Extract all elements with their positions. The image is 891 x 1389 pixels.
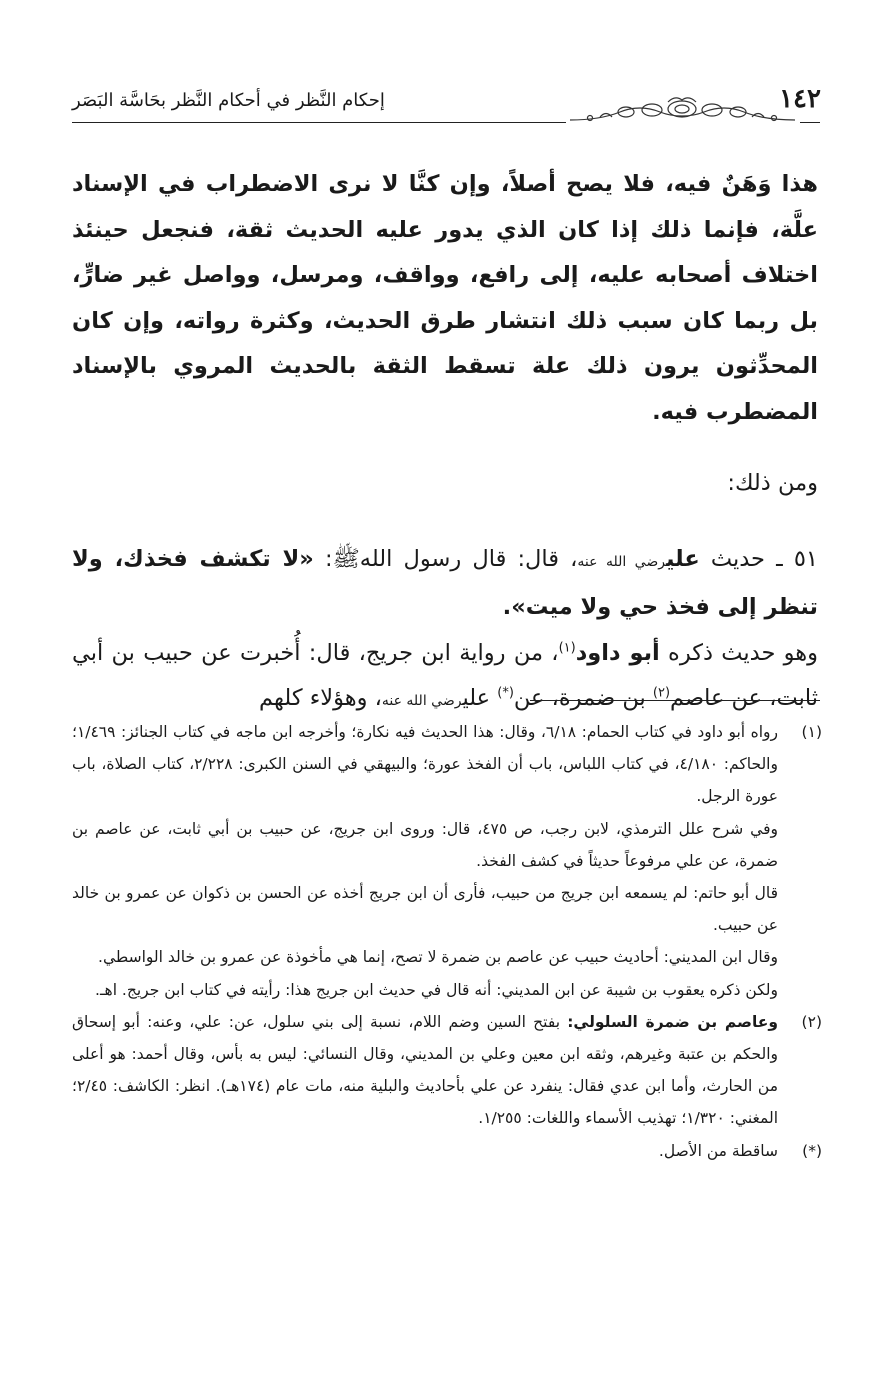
source-part-5: ، وهؤلاء كلهم [259, 685, 382, 711]
floral-ornament-icon [560, 90, 805, 126]
footnote-ref-star[interactable]: (*) [497, 685, 514, 701]
page-number: ١٤٢ [779, 84, 821, 114]
footnote-text: ساقطة من الأصل. [658, 1141, 778, 1160]
source-part-4: علي [462, 685, 498, 711]
footnote-body [72, 716, 778, 1006]
footnote-paragraph: وفي شرح علل الترمذي، لابن رجب، ص ٤٧٥، قال: وروى ابن جريج، عن حبيب بن أبي ثابت، عن عاصم بن ضمرة، عن علي مرفوعاً حديثاً في كشف الفخذ. [72, 819, 778, 870]
hadith-paragraph [72, 537, 818, 631]
source-paragraph [72, 631, 818, 725]
bold-paragraph: هذا وَهَنٌ فيه، فلا يصح أصلاً، وإن كنَّا لا نرى الاضطراب في الإسناد علَّة، فإنما ذلك إذا كان الذي يدور عليه الحديث ثقة، فنجعل حينئذ اختلاف أصحابه عليه، إلى رافع، وواقف، ومرسل، وواصل غير ضارٍّ، بل ربما كان سبب ذلك انتشار طرق الحديث، وكثرة رواته، وإن كان المحدِّثون يرون ذلك علة تسقط الثقة بالحديث المروي بالإسناد المضطرب فيه. [72, 171, 818, 425]
intro-line: ومن ذلك: [727, 470, 818, 496]
salutation-glyph: ﷺ [332, 545, 360, 572]
footnote-1 [72, 716, 822, 1006]
footnote-paragraph [72, 1006, 778, 1135]
footnote-text: بفتح السين وضم اللام، نسبة إلى بني سلول، عن: علي، وعنه: أبو إسحاق والحكم بن عتبة وغيرهم، وثقه ابن معين وعلي بن المديني، وقال النسائي: ليس به بأس، وقال أحمد: هو أعلى من الحارث، وأما ابن عدي فقال: ينفرد عن علي بأحاديث والبلية منه، مات عام (١٧٤هـ). انظر: الكاشف: ٢/٤٥؛ المغني: ١/٣٢٠؛ تهذيب الأسماء واللغات: ١/٢٥٥. [72, 1012, 778, 1128]
footnotes [72, 716, 822, 1167]
footnote-2 [72, 1006, 822, 1135]
footnote-paragraph: ولكن ذكره يعقوب بن شيبة عن ابن المديني: أنه قال في حديث ابن جريج هذا: رأيته في كتاب ابن جريج. اهـ. [95, 980, 778, 999]
narrator-name: وعاصم بن ضمرة السلولي: [567, 1012, 778, 1031]
footnote-ref-1[interactable]: (١) [558, 640, 576, 655]
source-author: أبو داود [575, 639, 660, 666]
hadith-number: ٥١ ـ [776, 545, 819, 572]
source-part-3: بن ضمرة، عن [513, 685, 653, 711]
footnote-marker: (١) [801, 723, 822, 741]
hadith-colon: : [325, 545, 333, 572]
footnote-paragraph: رواه أبو داود في كتاب الحمام: ٦/١٨، وقال: هذا الحديث فيه نكارة؛ وأخرجه ابن ماجه في كتاب الجنائز: ١/٤٦٩؛ والحاكم: ٤/١٨٠، في كتاب اللباس، باب أن الفخذ عورة؛ والبيهقي في السنن الكبرى: ٢/٢٢٨، كتاب الصلاة، باب عورة الرجل. [72, 723, 778, 806]
hadith-narrator: علي [665, 545, 700, 572]
header-rule-end [800, 122, 820, 123]
header-rule [72, 122, 566, 123]
footnote-marker: (٢) [801, 1012, 822, 1031]
footnote-body [72, 1135, 778, 1167]
honorific-phrase: رضي الله عنه [577, 553, 666, 570]
hadith-said: ، قال: قال رسول الله [359, 545, 578, 572]
footnote-paragraph: قال أبو حاتم: لم يسمعه ابن جريج من حبيب، فأرى أن ابن جريج أخذه عن الحسن بن ذكوان عن عمرو بن خالد عن حبيب. [72, 884, 778, 935]
footnote-paragraph: وقال ابن المديني: أحاديث حبيب عن عاصم بن ضمرة لا تصح، إنما هي مأخوذة عن عمرو بن خالد الواسطي. [98, 948, 778, 967]
footnote-divider [530, 700, 820, 701]
main-text [72, 162, 818, 725]
hadith-quote: «لا تكشف فخذك، ولا تنظر إلى فخذ حي ولا ميت». [72, 545, 818, 620]
footnote-star [72, 1135, 822, 1167]
source-part-2: ، من رواية ابن جريج، قال: أُخبرت عن حبيب بن أبي ثابت، عن عاصم [72, 639, 818, 711]
honorific-phrase: رضي الله عنه [381, 693, 463, 709]
footnote-body [72, 1006, 778, 1135]
footnote-ref-2[interactable]: (٢) [652, 685, 671, 701]
source-part-1: وهو حديث ذكره [668, 639, 818, 666]
footnote-marker: (*) [802, 1141, 822, 1160]
hadith-title-word: حديث [710, 545, 765, 572]
running-title: إحكام النَّظر في أحكام النَّظر بحَاسَّة البَصَر [72, 90, 385, 111]
